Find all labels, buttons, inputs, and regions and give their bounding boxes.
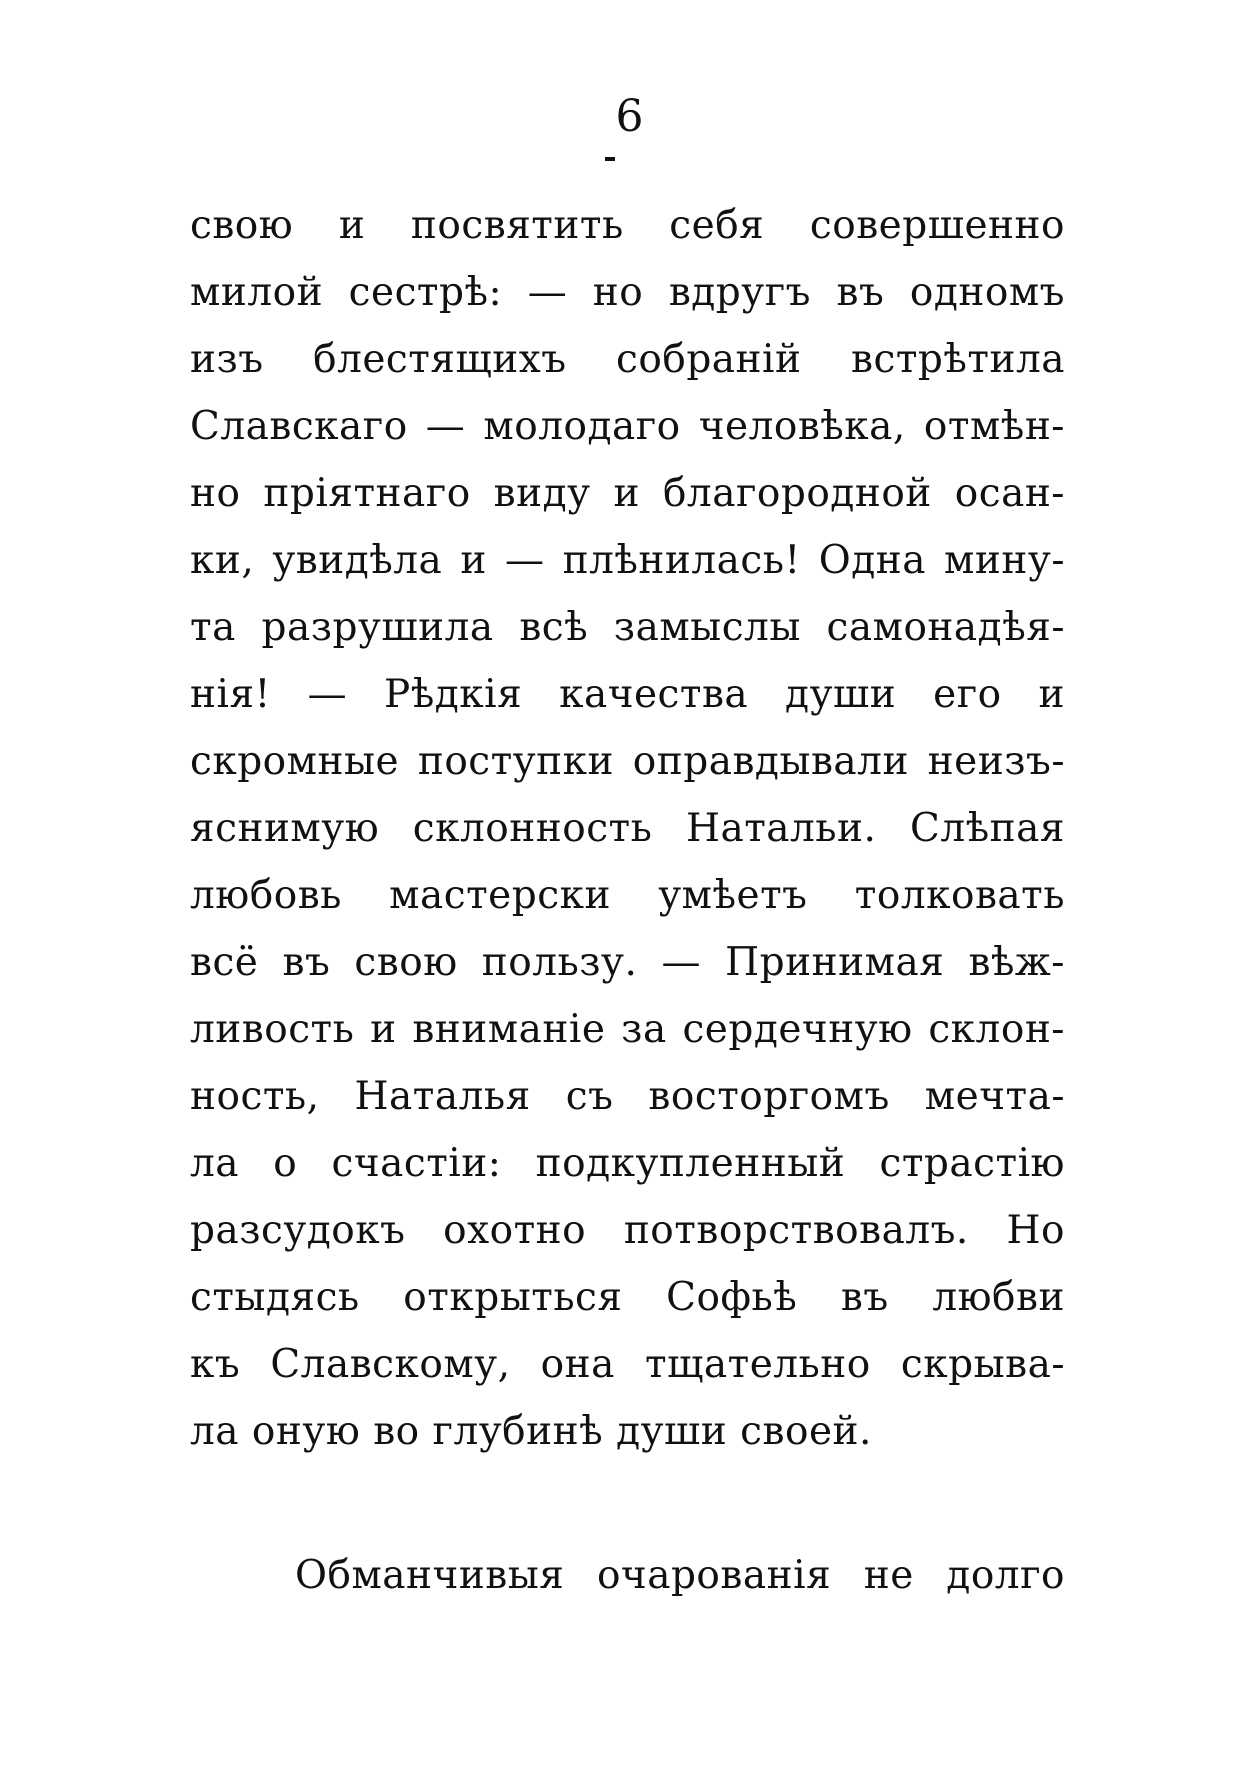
text-line: стыдясь открыться Софьѣ въ любви [190,1275,1065,1320]
text-line: нія! — Рѣдкія качества души его и [190,672,1065,717]
text-line: Обманчивыя очарованія не долго [295,1553,1065,1598]
printer-mark [605,157,615,161]
text-line: свою и посвятить себя совершенно [190,203,1065,248]
paragraph-1 [190,192,1065,1465]
text-line: ла о счастіи: подкупленный страстію [190,1141,1065,1186]
text-line: изъ блестящихъ собраній встрѣтила [190,337,1065,382]
text-line: та разрушила всѣ замыслы самонадѣя- [190,605,1065,650]
text-line: но пріятнаго виду и благородной осан- [190,471,1065,516]
text-line: разсудокъ охотно потворствовалъ. Но [190,1208,1065,1253]
text-line: Славскаго — молодаго человѣка, отмѣн- [190,404,1065,449]
text-line: ла оную во глубинѣ души своей. [190,1409,872,1454]
text-line: милой сестрѣ: — но вдругъ въ одномъ [190,270,1065,315]
text-line: любовь мастерски умѣетъ толковать [190,873,1065,918]
paragraph-2 [190,1542,1065,1609]
text-line: ливость и вниманіе за сердечную склон- [190,1007,1065,1052]
text-line: яснимую склонность Натальи. Слѣпая [190,806,1065,851]
text-line: ность, Наталья съ восторгомъ мечта- [190,1074,1065,1119]
text-line: ки, увидѣла и — плѣнилась! Одна мину- [190,538,1065,583]
text-line: къ Славскому, она тщательно скрыва- [190,1342,1065,1387]
page-number: 6 [615,91,644,142]
text-line: всё въ свою пользу. — Принимая вѣж- [190,940,1065,985]
text-line: скромные поступки оправдывали неизъ- [190,739,1065,784]
